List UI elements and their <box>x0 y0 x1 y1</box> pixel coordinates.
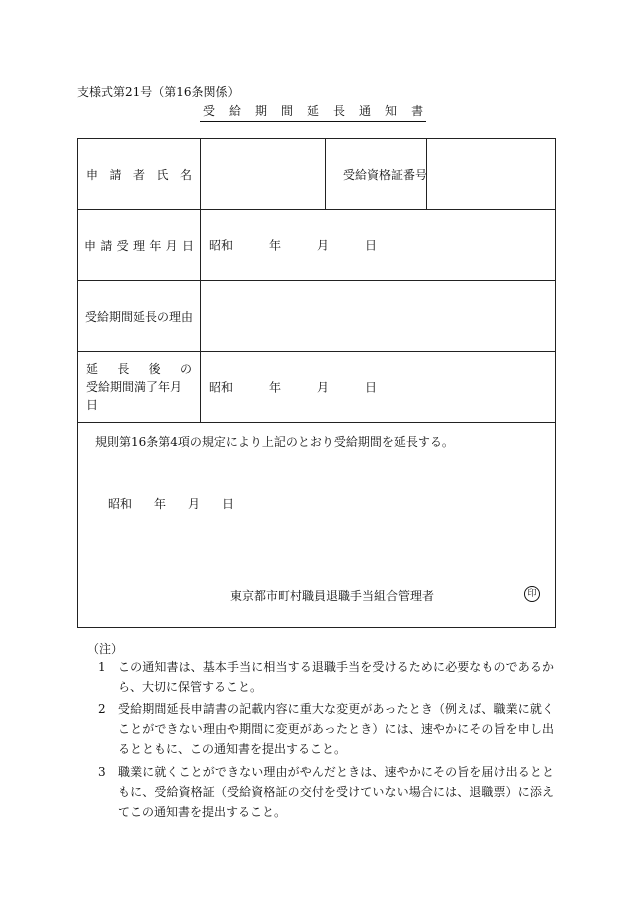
receipt-date-field[interactable] <box>201 210 555 280</box>
title-char: 知 <box>385 104 398 118</box>
label-char: 後 <box>148 362 161 376</box>
era-text: 昭和 <box>108 497 133 511</box>
row-receipt-date <box>78 210 555 281</box>
row-reason <box>78 281 555 352</box>
document-title <box>200 102 426 122</box>
label-char: 氏 <box>156 167 169 182</box>
title-char: 通 <box>359 104 372 118</box>
row-extended-end-date <box>78 352 555 423</box>
label-char: 申 <box>84 238 97 253</box>
day-unit: 日 <box>365 238 378 253</box>
reason-field[interactable] <box>201 281 555 351</box>
label-char: の <box>179 362 192 376</box>
reason-label: 受給期間延長の理由 <box>78 281 201 351</box>
certificate-number-label: 受給資格証番号 <box>343 167 428 182</box>
year-unit: 年 <box>154 497 167 511</box>
title-char: 受 <box>202 104 215 118</box>
note-item <box>98 762 554 822</box>
title-char: 期 <box>254 104 267 118</box>
note-number: 1 <box>98 660 106 674</box>
note-item <box>98 699 554 759</box>
extension-statement: 規則第16条第4項の規定により上記のとおり受給期間を延長する。 <box>95 435 454 449</box>
divider <box>325 139 326 209</box>
label-char: 月 <box>165 238 178 253</box>
title-char: 給 <box>228 104 241 118</box>
title-char: 延 <box>307 104 320 118</box>
label-char: 延 <box>86 362 99 376</box>
note-item <box>98 657 554 697</box>
note-number: 2 <box>98 702 106 716</box>
label-char: 名 <box>179 167 192 182</box>
label-char: 日 <box>181 238 194 253</box>
month-unit: 月 <box>188 497 201 511</box>
label-char: 者 <box>132 167 145 182</box>
year-unit: 年 <box>269 380 282 395</box>
seal-mark: 印 <box>524 586 540 602</box>
extended-end-date-field[interactable] <box>201 352 555 422</box>
title-char: 書 <box>411 104 424 118</box>
form-number: 支様式第21号（第16条関係） <box>77 85 240 99</box>
label-char: 申 <box>86 167 99 182</box>
issuer-name: 東京都市町村職員退職手当組合管理者 <box>230 589 435 603</box>
day-unit: 日 <box>222 497 235 511</box>
row-applicant <box>78 139 555 210</box>
era-text: 昭和 <box>209 238 234 253</box>
era-text: 昭和 <box>209 380 234 395</box>
receipt-date-label <box>78 210 201 280</box>
extended-end-date-label <box>78 352 201 422</box>
label-char: 年 <box>149 238 162 253</box>
month-unit: 月 <box>317 380 330 395</box>
note-text: この通知書は、基本手当に相当する退職手当を受けるために必要なものであるから、大切に保管すること。 <box>118 660 554 694</box>
label-char: 理 <box>132 238 145 253</box>
issue-date-field[interactable] <box>108 495 234 512</box>
note-text: 職業に就くことができない理由がやんだときは、速やかにその旨を届け出るとともに、受給資格証（受給資格証の交付を受けていない場合には、退職票）に添えてこの通知書を提出すること。 <box>118 765 554 819</box>
label-line: 受給期間満了年月日 <box>86 380 183 412</box>
note-text: 受給期間延長申請書の記載内容に重大な変更があったとき（例えば、職業に就くことができない理由や期間に変更があったとき）には、速やかにその旨を申し出るとともに、この通知書を提出すること。 <box>118 702 554 756</box>
certificate-number-field[interactable] <box>427 139 555 209</box>
notes-heading: （注） <box>87 642 124 656</box>
month-unit: 月 <box>317 238 330 253</box>
label-char: 受 <box>116 238 129 253</box>
label-char: 長 <box>117 362 130 376</box>
note-number: 3 <box>98 765 106 779</box>
day-unit: 日 <box>365 380 378 395</box>
title-char: 間 <box>280 104 293 118</box>
title-char: 長 <box>333 104 346 118</box>
label-char: 請 <box>109 167 122 182</box>
notification-form <box>77 138 556 628</box>
year-unit: 年 <box>269 238 282 253</box>
label-char: 請 <box>100 238 113 253</box>
applicant-label <box>78 139 201 209</box>
